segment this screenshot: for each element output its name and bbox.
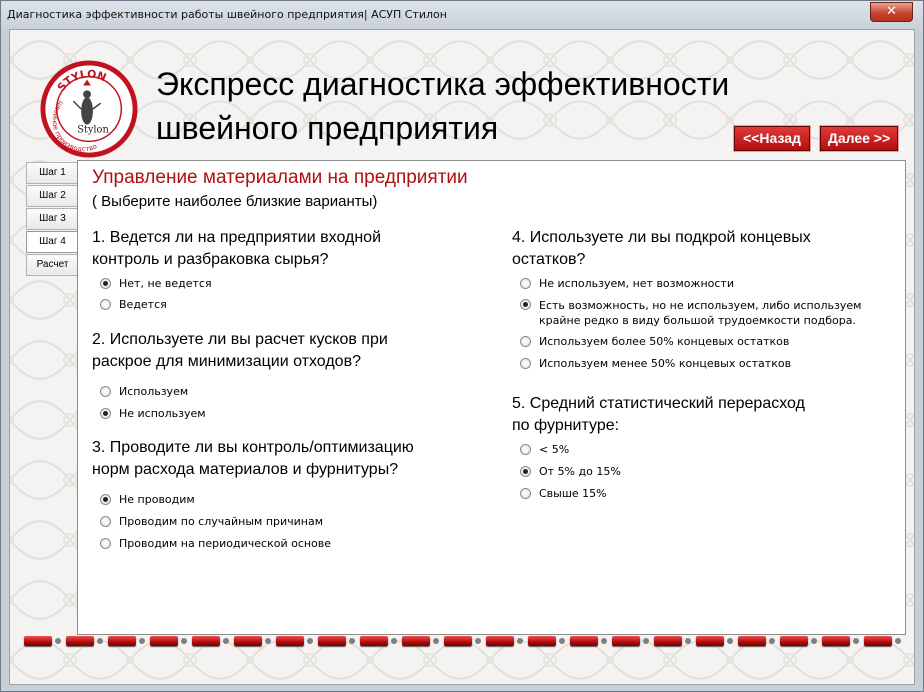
page-title-line2: швейного предприятия — [156, 110, 499, 146]
radio-button[interactable] — [100, 494, 111, 505]
option-label: < 5% — [539, 443, 570, 456]
radio-button[interactable] — [520, 444, 531, 455]
decorative-chain-strip — [10, 636, 915, 648]
logo-side-text: швейное производство — [50, 99, 99, 154]
tab-step-4[interactable]: Шаг 4 — [26, 231, 78, 253]
chain-segment — [822, 636, 850, 646]
chain-segment — [738, 636, 766, 646]
radio-button[interactable] — [520, 278, 531, 289]
chain-segment — [150, 636, 178, 646]
chain-link-dot — [433, 638, 439, 644]
question-1-line1: 1. Ведется ли на предприятии входной — [92, 229, 381, 246]
chain-link-dot — [685, 638, 691, 644]
chain-link-dot — [811, 638, 817, 644]
chain-link-dot — [727, 638, 733, 644]
tab-step-3[interactable]: Шаг 3 — [26, 208, 78, 230]
chain-segment — [528, 636, 556, 646]
option-label: Ведется — [119, 298, 167, 311]
chain-link-dot — [349, 638, 355, 644]
option-label: Проводим на периодической основе — [119, 537, 332, 550]
radio-button[interactable] — [100, 516, 111, 527]
option-label: От 5% до 15% — [539, 465, 621, 478]
option-label: Проводим по случайным причинам — [119, 515, 324, 528]
close-button[interactable] — [870, 2, 913, 22]
radio-button[interactable] — [100, 386, 111, 397]
option-label: Нет, не ведется — [119, 277, 212, 290]
chain-segment — [234, 636, 262, 646]
question-2-line2: раскрое для минимизации отходов? — [92, 353, 361, 370]
option-label: Используем менее 50% концевых остатков — [539, 357, 792, 370]
chain-segment — [612, 636, 640, 646]
next-button[interactable]: Далее >> — [820, 126, 898, 151]
radio-button[interactable] — [520, 336, 531, 347]
radio-button[interactable] — [100, 408, 111, 419]
chain-segment — [360, 636, 388, 646]
radio-button[interactable] — [520, 488, 531, 499]
chain-link-dot — [307, 638, 313, 644]
question-4-line1: 4. Используете ли вы подкрой концевых — [512, 229, 811, 246]
client-area — [9, 29, 915, 685]
chain-segment — [108, 636, 136, 646]
logo-script-text: Stylon — [77, 124, 109, 136]
chain-link-dot — [559, 638, 565, 644]
option-label: Не используем, нет возможности — [539, 277, 734, 290]
question-3 — [92, 437, 414, 481]
radio-button[interactable] — [100, 538, 111, 549]
question-3-line1: 3. Проводите ли вы контроль/оптимизацию — [92, 439, 414, 456]
chain-segment — [276, 636, 304, 646]
chain-segment — [780, 636, 808, 646]
option-label: Используем — [119, 385, 189, 398]
chain-link-dot — [517, 638, 523, 644]
question-5 — [512, 393, 805, 437]
question-2 — [92, 329, 388, 373]
question-4-line2: остатков? — [512, 251, 586, 268]
tab-step-2[interactable]: Шаг 2 — [26, 185, 78, 207]
chain-segment — [66, 636, 94, 646]
option-label: Не проводим — [119, 493, 195, 506]
logo-top-text: STYLON — [54, 67, 109, 94]
chain-link-dot — [601, 638, 607, 644]
chain-link-dot — [139, 638, 145, 644]
chain-segment — [570, 636, 598, 646]
radio-button[interactable] — [100, 299, 111, 310]
chain-link-dot — [55, 638, 61, 644]
chain-segment — [654, 636, 682, 646]
step-tabs — [26, 162, 78, 277]
chain-link-dot — [769, 638, 775, 644]
chain-segment — [318, 636, 346, 646]
stylon-logo — [40, 60, 138, 158]
chain-link-dot — [181, 638, 187, 644]
chain-link-dot — [265, 638, 271, 644]
chain-link-dot — [475, 638, 481, 644]
question-3-line2: норм расхода материалов и фурнитуры? — [92, 461, 399, 478]
question-5-line1: 5. Средний статистический перерасход — [512, 395, 805, 412]
chain-segment — [192, 636, 220, 646]
tab-step-1[interactable]: Шаг 1 — [26, 162, 78, 184]
section-title: Управление материалами на предприятии — [92, 167, 468, 188]
radio-button[interactable] — [100, 278, 111, 289]
chain-link-dot — [97, 638, 103, 644]
radio-button[interactable] — [520, 466, 531, 477]
back-button[interactable]: <<Назад — [734, 126, 810, 151]
chain-link-dot — [895, 638, 901, 644]
chain-link-dot — [223, 638, 229, 644]
question-1-line2: контроль и разбраковка сырья? — [92, 251, 329, 268]
chain-segment — [402, 636, 430, 646]
page-title-line1: Экспресс диагностика эффективности — [156, 66, 730, 102]
option-label: Используем более 50% концевых остатков — [539, 335, 790, 348]
chain-link-dot — [853, 638, 859, 644]
tab-calculation[interactable]: Расчет — [26, 254, 78, 276]
chain-link-dot — [391, 638, 397, 644]
title-bar[interactable] — [1, 1, 923, 29]
option-label: Не используем — [119, 407, 206, 420]
section-subtitle: ( Выберите наиболее близкие варианты) — [92, 193, 378, 210]
questions-panel — [77, 160, 906, 635]
chain-segment — [696, 636, 724, 646]
close-icon: ✕ — [886, 4, 897, 19]
radio-button[interactable] — [520, 299, 531, 310]
question-1 — [92, 227, 381, 271]
question-2-line1: 2. Используете ли вы расчет кусков при — [92, 331, 388, 348]
chain-segment — [24, 636, 52, 646]
chain-segment — [486, 636, 514, 646]
chain-segment — [444, 636, 472, 646]
question-5-line2: по фурнитуре: — [512, 417, 620, 434]
chain-link-dot — [643, 638, 649, 644]
chain-segment — [864, 636, 892, 646]
option-label: Есть возможность, но не используем, либо используем крайне редко в виду большой трудоемкости подбора. — [539, 299, 862, 327]
window-title: Диагностика эффективности работы швейного предприятия| АСУП Стилон — [7, 8, 447, 21]
radio-button[interactable] — [520, 358, 531, 369]
option-label: Свыше 15% — [539, 487, 607, 500]
question-4 — [512, 227, 811, 271]
